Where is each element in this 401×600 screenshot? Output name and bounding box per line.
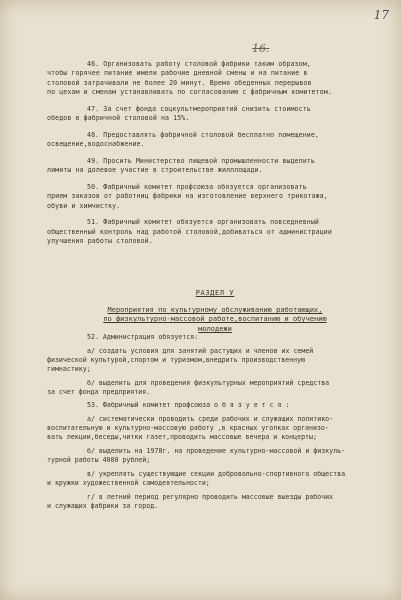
section-title: РАЗДЕЛ У bbox=[195, 289, 235, 297]
text-line: и кружки художественной самодеятельности; bbox=[47, 478, 210, 487]
text-line: 53. Фабричный комитет профсоюза о б я з у е т с я : bbox=[87, 401, 290, 410]
archive-sheet-number: 17 bbox=[373, 8, 389, 22]
paragraph bbox=[47, 415, 383, 442]
text-line: освещение,водоснабжение. bbox=[47, 140, 145, 149]
text-line: обуви и химчистку. bbox=[47, 201, 121, 210]
text-line: а/ систематически проводить среди рабочих и служащих политико- bbox=[87, 415, 334, 424]
section-heading bbox=[47, 289, 383, 334]
paragraph bbox=[47, 347, 383, 374]
text-line: 50. Фабричный комитет профсоюза обязуется организовать bbox=[87, 182, 307, 191]
text-line: 51. Фабричный комитет обязуется организовать повседневный bbox=[87, 218, 319, 227]
section-body bbox=[47, 333, 383, 515]
text-line: и служащих фабрики за город. bbox=[47, 501, 159, 510]
paragraph bbox=[47, 447, 383, 465]
text-line: прием заказов от работниц фабрики на изготовление верхнего трикотажа, bbox=[47, 192, 328, 201]
section-subtitle-line: по физкультурно-массовой работе,воспитанию и обучению bbox=[103, 315, 327, 324]
text-line: за счет фонда предприятия. bbox=[47, 387, 151, 396]
text-line: 49. Просить Министерство пищевой промышленности выделить bbox=[87, 156, 315, 165]
paragraph bbox=[47, 470, 383, 488]
text-line: 46. Организовать работу столовой фабрики таким образом, bbox=[87, 60, 311, 68]
text-line: б/ выделить на 1978г. на проведение культурно-массовой и физкуль- bbox=[87, 446, 346, 455]
text-line: столовой затрачивали не более 20 минут. Время обеденных перерывов bbox=[47, 78, 312, 87]
paragraph bbox=[47, 60, 383, 98]
section-subtitle-line: Мероприятия по культурному обслуживанию работающих, bbox=[107, 306, 323, 315]
text-line: 48. Предоставлять фабричной столовой бесплатно помещение, bbox=[87, 130, 319, 139]
text-line: в/ укреплять существующие секции добровольно-спортивного общества bbox=[87, 469, 346, 478]
paragraph bbox=[47, 183, 383, 211]
paragraph bbox=[47, 105, 383, 124]
text-line: обедов в фабричной столовой на 15%. bbox=[47, 114, 190, 123]
text-line: б/ выделить для проведения физкультурных мероприятий средства bbox=[87, 378, 330, 387]
document-body bbox=[47, 60, 383, 254]
text-line: 47. За счет фонда соцкультмероприятий снизить стоимость bbox=[87, 104, 311, 113]
paragraph bbox=[47, 401, 383, 410]
paragraph bbox=[47, 379, 383, 397]
text-line: 52. Администрация обязуется: bbox=[87, 333, 199, 341]
text-line: лимиты на долевое участие в строительстве жилплощади. bbox=[47, 166, 263, 175]
paragraph bbox=[47, 218, 383, 246]
page-number: 16. bbox=[252, 42, 270, 55]
text-line: гимнастику; bbox=[47, 364, 91, 373]
text-line: физической культурой,спортом и туризмом,внедрить производственную bbox=[47, 355, 306, 364]
text-line: а/ создать условия для занятий растущих и членов их семей bbox=[87, 346, 314, 355]
text-line: вать лекции,беседы,читки газет,проводить массовые вечера и концерты; bbox=[47, 433, 317, 442]
paragraph bbox=[47, 493, 383, 511]
text-line: чтобы горячее питание имели рабочие дневной смены и на питание в bbox=[47, 69, 308, 78]
section-subtitle-line: молодежи bbox=[198, 324, 232, 333]
text-line: турной работы 4000 рублей; bbox=[47, 455, 151, 464]
text-line: по цехам и сменам устанавливать по согласованию с фабричным комитетом. bbox=[47, 88, 332, 97]
paragraph bbox=[47, 157, 383, 176]
paragraph bbox=[47, 333, 383, 342]
paragraph bbox=[47, 131, 383, 150]
text-line: общественный контроль над работой столовой,добиваться от администрации bbox=[47, 227, 332, 236]
text-line: г/ в летний период регулярно проводить массовые выезды рабочих bbox=[87, 492, 334, 501]
section-subtitle bbox=[47, 306, 383, 334]
text-line: улучшения работы столовой. bbox=[47, 237, 153, 246]
text-line: воспитательную и культурно-массовую работу ,в красных уголках организо- bbox=[47, 424, 329, 433]
